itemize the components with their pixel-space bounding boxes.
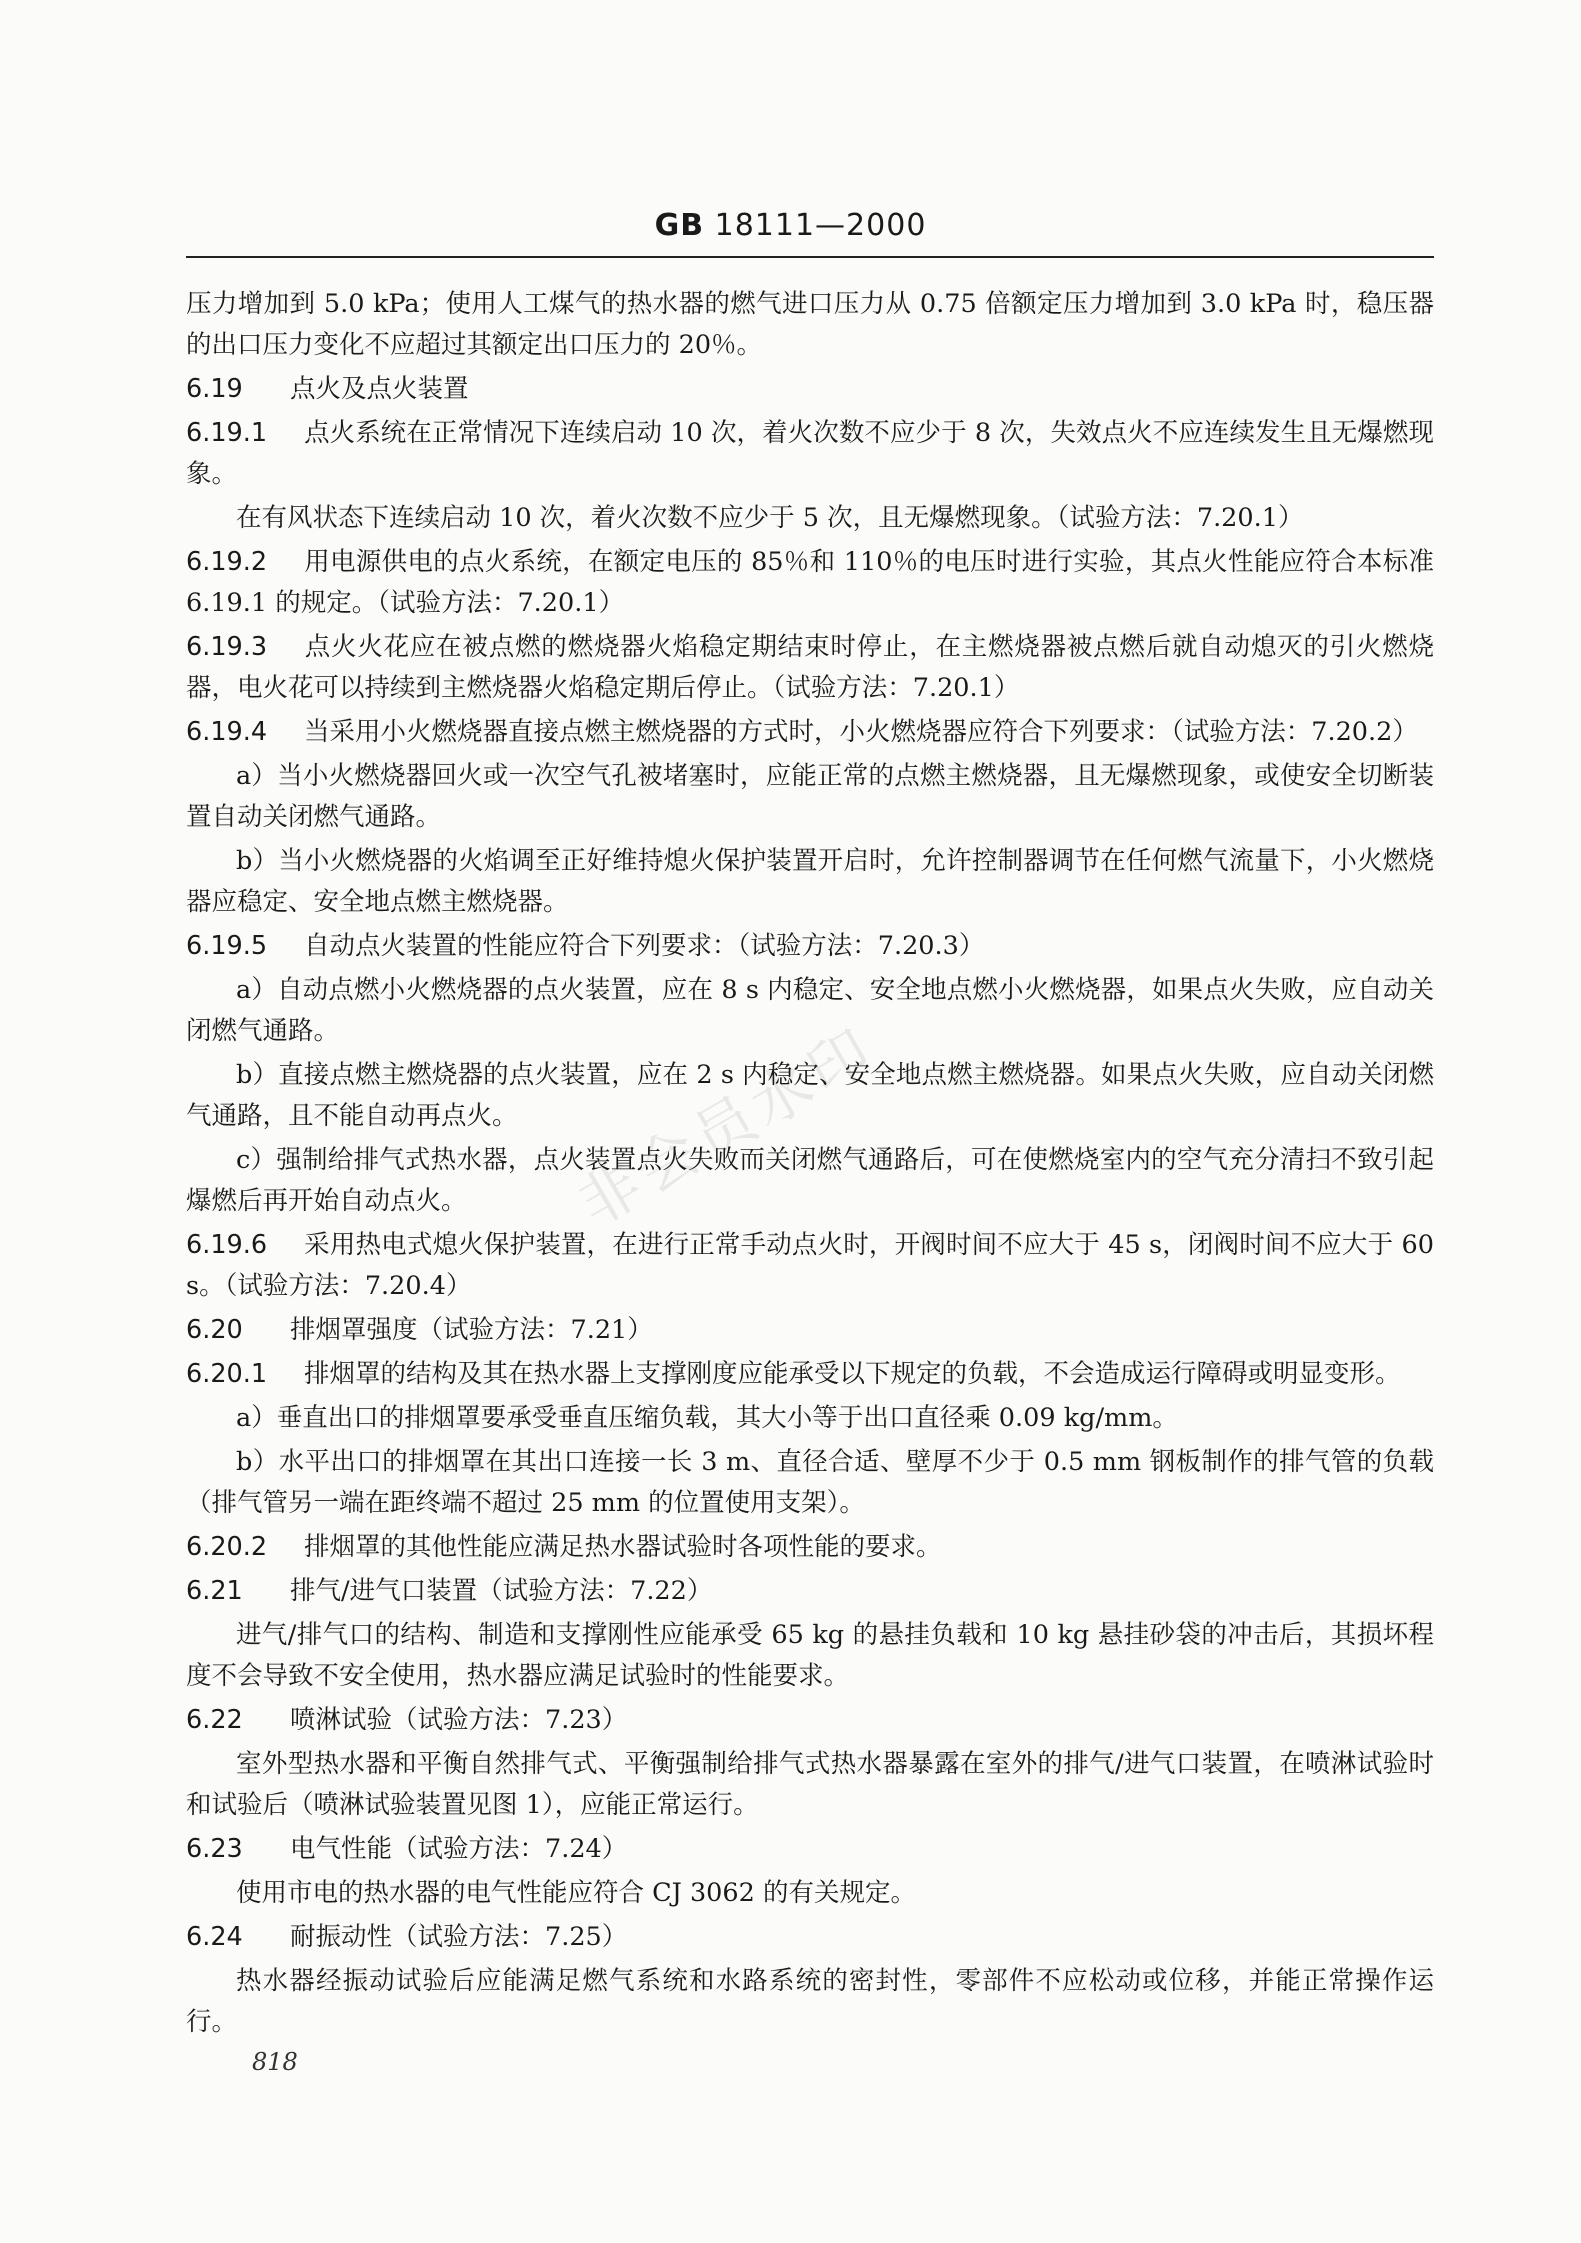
clause-number: 6.19.5	[186, 931, 268, 961]
clause-number: 6.20.2	[186, 1532, 268, 1562]
paragraph-text: 进气/排气口的结构、制造和支撑刚性应能承受 65 kg 的悬挂负载和 10 kg 悬挂砂袋的冲击后，其损坏程度不会导致不安全使用，热水器应满足试验时的性能要求。	[186, 1620, 1434, 1691]
clause-paragraph	[186, 369, 1434, 410]
clause-number: 6.20.1	[186, 1359, 268, 1389]
paragraph-text: 用电源供电的点火系统，在额定电压的 85％和 110％的电压时进行实验，其点火性能应符合本标准 6.19.1 的规定。（试验方法：7.20.1）	[186, 547, 1434, 618]
paragraph-text: 排烟罩的结构及其在热水器上支撑刚度应能承受以下规定的负载，不会造成运行障碍或明显变形。	[304, 1359, 1401, 1389]
paragraph-text: 排气/进气口装置（试验方法：7.22）	[290, 1576, 713, 1606]
list-item	[186, 1442, 1434, 1524]
page-header	[0, 208, 1581, 243]
paragraph-text: 当采用小火燃烧器直接点燃主燃烧器的方式时，小火燃烧器应符合下列要求：（试验方法：7.20.2）	[304, 717, 1418, 747]
paragraph-text: 喷淋试验（试验方法：7.23）	[290, 1705, 628, 1735]
clause-paragraph	[186, 1571, 1434, 1612]
document-body	[186, 284, 1434, 2046]
watermark: 非会员水印	[567, 1014, 888, 1241]
paragraph-text: 热水器经振动试验后应能满足燃气系统和水路系统的密封性，零部件不应松动或位移，并能正常操作运行。	[186, 1966, 1434, 2037]
list-item	[186, 1398, 1434, 1439]
clause-paragraph	[186, 413, 1434, 495]
standard-number: 18111—2000	[714, 208, 927, 243]
paragraph-text: 电气性能（试验方法：7.24）	[290, 1834, 628, 1864]
clause-paragraph	[186, 1354, 1434, 1395]
body-paragraph	[186, 1961, 1434, 2043]
clause-number: 6.19.2	[186, 547, 268, 577]
clause-number: 6.24	[186, 1922, 243, 1952]
paragraph-text: 排烟罩强度（试验方法：7.21）	[290, 1315, 653, 1345]
list-item	[186, 841, 1434, 923]
paragraph-text: b）水平出口的排烟罩在其出口连接一长 3 m、直径合适、壁厚不少于 0.5 mm 钢板制作的排气管的负载（排气管另一端在距终端不超过 25 mm 的位置使用支架）。	[186, 1447, 1434, 1518]
paragraph-text: a）垂直出口的排烟罩要承受垂直压缩负载，其大小等于出口直径乘 0.09 kg/mm。	[236, 1403, 1178, 1433]
clause-paragraph	[186, 1700, 1434, 1741]
paragraph-text: 压力增加到 5.0 kPa；使用人工煤气的热水器的燃气进口压力从 0.75 倍额定压力增加到 3.0 kPa 时，稳压器的出口压力变化不应超过其额定出口压力的 20％。	[186, 289, 1434, 360]
clause-paragraph	[186, 1829, 1434, 1870]
clause-paragraph	[186, 1310, 1434, 1351]
clause-number: 6.20	[186, 1315, 243, 1345]
body-paragraph	[186, 498, 1434, 539]
clause-number: 6.22	[186, 1705, 243, 1735]
clause-number: 6.19	[186, 374, 243, 404]
paragraph-text: c）强制给排气式热水器，点火装置点火失败而关闭燃气通路后，可在使燃烧室内的空气充分清扫不致引起爆燃后再开始自动点火。	[186, 1145, 1434, 1216]
clause-number: 6.23	[186, 1834, 243, 1864]
paragraph-text: a）自动点燃小火燃烧器的点火装置，应在 8 s 内稳定、安全地点燃小火燃烧器，如果点火失败，应自动关闭燃气通路。	[186, 975, 1434, 1046]
body-paragraph	[186, 1615, 1434, 1697]
body-paragraph	[186, 1873, 1434, 1914]
clause-number: 6.19.6	[186, 1230, 268, 1260]
paragraph-text: b）当小火燃烧器的火焰调至正好维持熄火保护装置开启时，允许控制器调节在任何燃气流量下，小火燃烧器应稳定、安全地点燃主燃烧器。	[186, 846, 1434, 917]
paragraph-text: 采用热电式熄火保护装置，在进行正常手动点火时，开阀时间不应大于 45 s，闭阀时间不应大于 60 s。（试验方法：7.20.4）	[186, 1230, 1434, 1301]
page-number: 818	[252, 2048, 298, 2076]
paragraph-text: b）直接点燃主燃烧器的点火装置，应在 2 s 内稳定、安全地点燃主燃烧器。如果点火失败，应自动关闭燃气通路，且不能自动再点火。	[186, 1060, 1434, 1131]
clause-paragraph	[186, 627, 1434, 709]
header-rule	[186, 256, 1434, 258]
clause-paragraph	[186, 926, 1434, 967]
clause-paragraph	[186, 1225, 1434, 1307]
paragraph-text: 自动点火装置的性能应符合下列要求：（试验方法：7.20.3）	[304, 931, 985, 961]
list-item	[186, 970, 1434, 1052]
list-item	[186, 1055, 1434, 1137]
clause-number: 6.19.1	[186, 418, 268, 448]
paragraph-text: 室外型热水器和平衡自然排气式、平衡强制给排气式热水器暴露在室外的排气/进气口装置，在喷淋试验时和试验后（喷淋试验装置见图 1），应能正常运行。	[186, 1749, 1434, 1820]
clause-number: 6.19.3	[186, 632, 268, 662]
paragraph-text: 排烟罩的其他性能应满足热水器试验时各项性能的要求。	[304, 1532, 942, 1562]
standard-prefix: GB	[654, 208, 705, 243]
paragraph-text: 在有风状态下连续启动 10 次，着火次数不应少于 5 次，且无爆燃现象。（试验方法：7.20.1）	[236, 503, 1304, 533]
paragraph-text: 点火系统在正常情况下连续启动 10 次，着火次数不应少于 8 次，失效点火不应连续发生且无爆燃现象。	[186, 418, 1434, 489]
list-item	[186, 756, 1434, 838]
paragraph-text: 耐振动性（试验方法：7.25）	[290, 1922, 628, 1952]
list-item	[186, 1140, 1434, 1222]
paragraph-text: 点火火花应在被点燃的燃烧器火焰稳定期结束时停止，在主燃烧器被点燃后就自动熄灭的引火燃烧器，电火花可以持续到主燃烧器火焰稳定期后停止。（试验方法：7.20.1）	[186, 632, 1434, 703]
clause-paragraph	[186, 1917, 1434, 1958]
clause-paragraph	[186, 284, 1434, 366]
clause-paragraph	[186, 542, 1434, 624]
paragraph-text: a）当小火燃烧器回火或一次空气孔被堵塞时，应能正常的点燃主燃烧器，且无爆燃现象，或使安全切断装置自动关闭燃气通路。	[186, 761, 1434, 832]
paragraph-text: 点火及点火装置	[290, 374, 469, 404]
paragraph-text: 使用市电的热水器的电气性能应符合 CJ 3062 的有关规定。	[236, 1878, 916, 1908]
clause-paragraph	[186, 1527, 1434, 1568]
clause-paragraph	[186, 712, 1434, 753]
clause-number: 6.19.4	[186, 717, 268, 747]
body-paragraph	[186, 1744, 1434, 1826]
clause-number: 6.21	[186, 1576, 243, 1606]
